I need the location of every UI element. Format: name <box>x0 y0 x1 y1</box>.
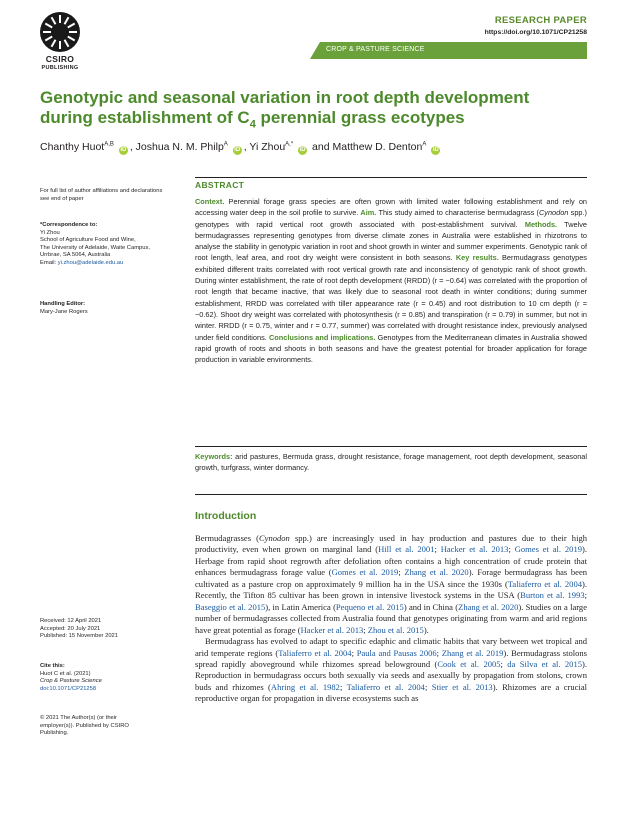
citation-link[interactable]: Taliaferro et al. 2004 <box>507 578 583 589</box>
dates-block: Received: 12 April 2021 Accepted: 20 July 2021 Published: 15 November 2021 <box>40 618 118 640</box>
logo-subtitle: PUBLISHING <box>41 65 79 71</box>
orcid-icon[interactable]: iD <box>299 147 306 153</box>
citation-link[interactable]: Gomes et al. 2019 <box>331 567 399 578</box>
author-name: Chanthy Huot <box>40 141 105 153</box>
csiro-logo-icon <box>40 12 80 52</box>
citation-link[interactable]: Paula and Pausas 2006 <box>356 647 437 658</box>
citation-link[interactable]: Burton et al. 1993 <box>520 590 585 601</box>
author-name: Matthew D. Denton <box>332 141 423 153</box>
introduction-text <box>195 533 587 705</box>
section-heading-introduction: Introduction <box>195 510 257 522</box>
abstract-text: Context. Perennial forage grass species are often grown with limited water following establishment and rely on accessing water deep in the soil profile to survive. Aim. This study aimed to characterise bermudagrass (Cynodon spp.) genotypes with rapid vertical root growth associated with post-establishment survival. Methods. Twelve bermudagrasses representing genotypes from diverse climate zones in Australia were established in rhizotrons to analyse the stability in genotypic variation in root and shoot growth in winter and summer experiments. Genotypic rank of root length, leaf area, and root dry weight were consistent in both seasons. Key results. Bermudagrass genotypes exhibited different traits correlated with root vertical growth rate and inconsistency of genotypic rank of shoot growth. During winter establishment, the rate of root depth development (RRDD) (r = −0.64) was correlated with the proportion of root length that became inactive, that was likely due to seasonal root death in winter conditions; during summer establishment, RRDD was correlated with tiller appearance rate (r = 0.45) and root distribution to 10 cm depth (r = −0.62). Shoot dry weight was correlated with photosynthesis (r = 0.85) and transpiration (r = 0.79) in summer, but not in winter. RRDD (r = 0.75, winter and r = 0.77, summer) was correlated with drought resistance index, previously analysed under field conditions. Conclusions and implications. Genotypes from the Mediterranean climates in Australia showed rapid growth of roots and shoots in both seasons and have the greatest potential for broader application for forage production in variable environments. <box>195 197 587 365</box>
citation-link[interactable]: Baseggio et al. 2015 <box>195 601 266 612</box>
citation-link[interactable]: Zhou et al. 2015 <box>367 624 424 635</box>
keywords: Keywords: arid pastures, Bermuda grass, drought resistance, forage management, root depth development, seasonal growth, turfgrass, winter dormancy. <box>195 452 587 473</box>
email-link[interactable]: yi.zhou@adelaide.edu.au <box>57 259 124 266</box>
copyright-note: © 2021 The Author(s) (or their employer(s)). Published by CSIRO Publishing. <box>40 715 129 737</box>
citation-link[interactable]: Stier et al. 2013 <box>431 681 493 692</box>
citation-link[interactable]: Gomes et al. 2019 <box>514 544 582 555</box>
orcid-icon[interactable]: iD <box>234 147 241 153</box>
citation-link[interactable]: Zhang et al. 2020 <box>458 601 519 612</box>
affiliation-note: For full list of author affiliations and declarations see end of paper <box>40 188 163 202</box>
correspondence-block: *Correspondence to: Yi Zhou School of Agriculture Food and Wine, The University of Adelaide, Waite Campus, Urrbrae, SA 5064, Australia Email: yi.zhou@adelaide.edu.au <box>40 222 150 266</box>
csiro-logo <box>36 12 84 72</box>
abstract-top-rule <box>195 177 587 178</box>
orcid-icon[interactable]: iD <box>432 147 439 153</box>
abstract-heading: ABSTRACT <box>195 180 245 190</box>
journal-name: CROP & PASTURE SCIENCE <box>326 46 425 53</box>
orcid-icon[interactable]: iD <box>120 147 127 153</box>
intro-paragraph-1: Bermudagrasses (Cynodon spp.) are increasingly used in hay production and pastures due to their high productivity, even when grown on marginal land (Hill et al. 2001; Hacker et al. 2013; Gomes et al. 2019). Herbage from rapid shoot regrowth after defoliation often contains a high concentration of crude protein that enhances bermudagrass forage value (Gomes et al. 2019; Zhang et al. 2020). Forage bermudagrass has been cultivated as a pasture crop on approximately 9 million ha in the USA since the 1930s (Taliaferro et al. 2004). Recently, the Tifton 85 cultivar has been grown in intensive livestock systems in the USA (Burton et al. 1993; Baseggio et al. 2015), in Latin America (Pequeno et al. 2015) and in China (Zhang et al. 2020). Studies on a large number of bermudagrasses collected from Australia found that genotypes originating from warm and arid regions have great potential as forage (Hacker et al. 2013; Zhou et al. 2015). <box>195 533 588 635</box>
citation-link[interactable]: Hill et al. 2001 <box>378 544 435 555</box>
author-name: Yi Zhou <box>249 141 286 153</box>
cite-doi-link[interactable]: doi:10.1071/CP21258 <box>40 685 97 692</box>
article-type: RESEARCH PAPER <box>494 15 587 26</box>
citation-link[interactable]: Cook et al. 2005 <box>437 658 501 669</box>
citation-link[interactable]: da Silva et al. 2015 <box>507 658 582 669</box>
handling-editor: Handling Editor: Mary-Jane Rogers <box>40 301 88 315</box>
cite-block: Cite this: Huot C et al. (2021) Crop & Pasture Science doi:10.1071/CP21258 <box>40 663 102 692</box>
intro-rule <box>195 494 587 495</box>
citation-link[interactable]: Taliaferro et al. 2004 <box>346 681 425 692</box>
citation-link[interactable]: Pequeno et al. 2015 <box>335 601 404 612</box>
article-title: Genotypic and seasonal variation in root depth development during establishment of $C_4$ perennial grass ecotypes <box>40 88 530 131</box>
logo-name: CSIRO <box>45 54 75 64</box>
journal-band <box>320 42 587 59</box>
citation-link[interactable]: Ahring et al. 1982 <box>270 681 340 692</box>
author-name: Joshua N. M. Philp <box>135 141 224 153</box>
doi-link[interactable]: https://doi.org/10.1071/CP21258 <box>484 29 587 36</box>
citation-link[interactable]: Hacker et al. 2013 <box>440 544 509 555</box>
keywords-rule <box>195 446 587 447</box>
citation-link[interactable]: Zhang et al. 2019 <box>441 647 504 658</box>
intro-paragraph-2: Bermudagrass has evolved to adapt to specific edaphic and climatic habits that vary between wet tropical and arid temperate regions (Taliaferro et al. 2004; Paula and Pausas 2006; Zhang et al. 2019). Bermudagrass stolons spread rapidly aboveground while rhizomes spread belowground (Cook et al. 2005; da Silva et al. 2015). Reproduction in bermudagrass occurs both sexually via seeds and asexually by propagation from stolons, crown buds and rhizomes (Ahring et al. 1982; Taliaferro et al. 2004; Stier et al. 2013). Rhizomes are a crucial reproductive organ for propagation in diverse ecosystems such as <box>195 636 587 704</box>
citation-link[interactable]: Zhang et al. 2020 <box>404 567 469 578</box>
citation-link[interactable]: Taliaferro et al. 2004 <box>278 647 352 658</box>
author-list: Chanthy Huot$^{A,B}$ iD , Joshua N. M. Philp$^A$ iD , Yi Zhou$^{A,*}$ iD and Matthew D. Denton$^A$ iD <box>40 141 439 153</box>
citation-link[interactable]: Hacker et al. 2013 <box>300 624 364 635</box>
